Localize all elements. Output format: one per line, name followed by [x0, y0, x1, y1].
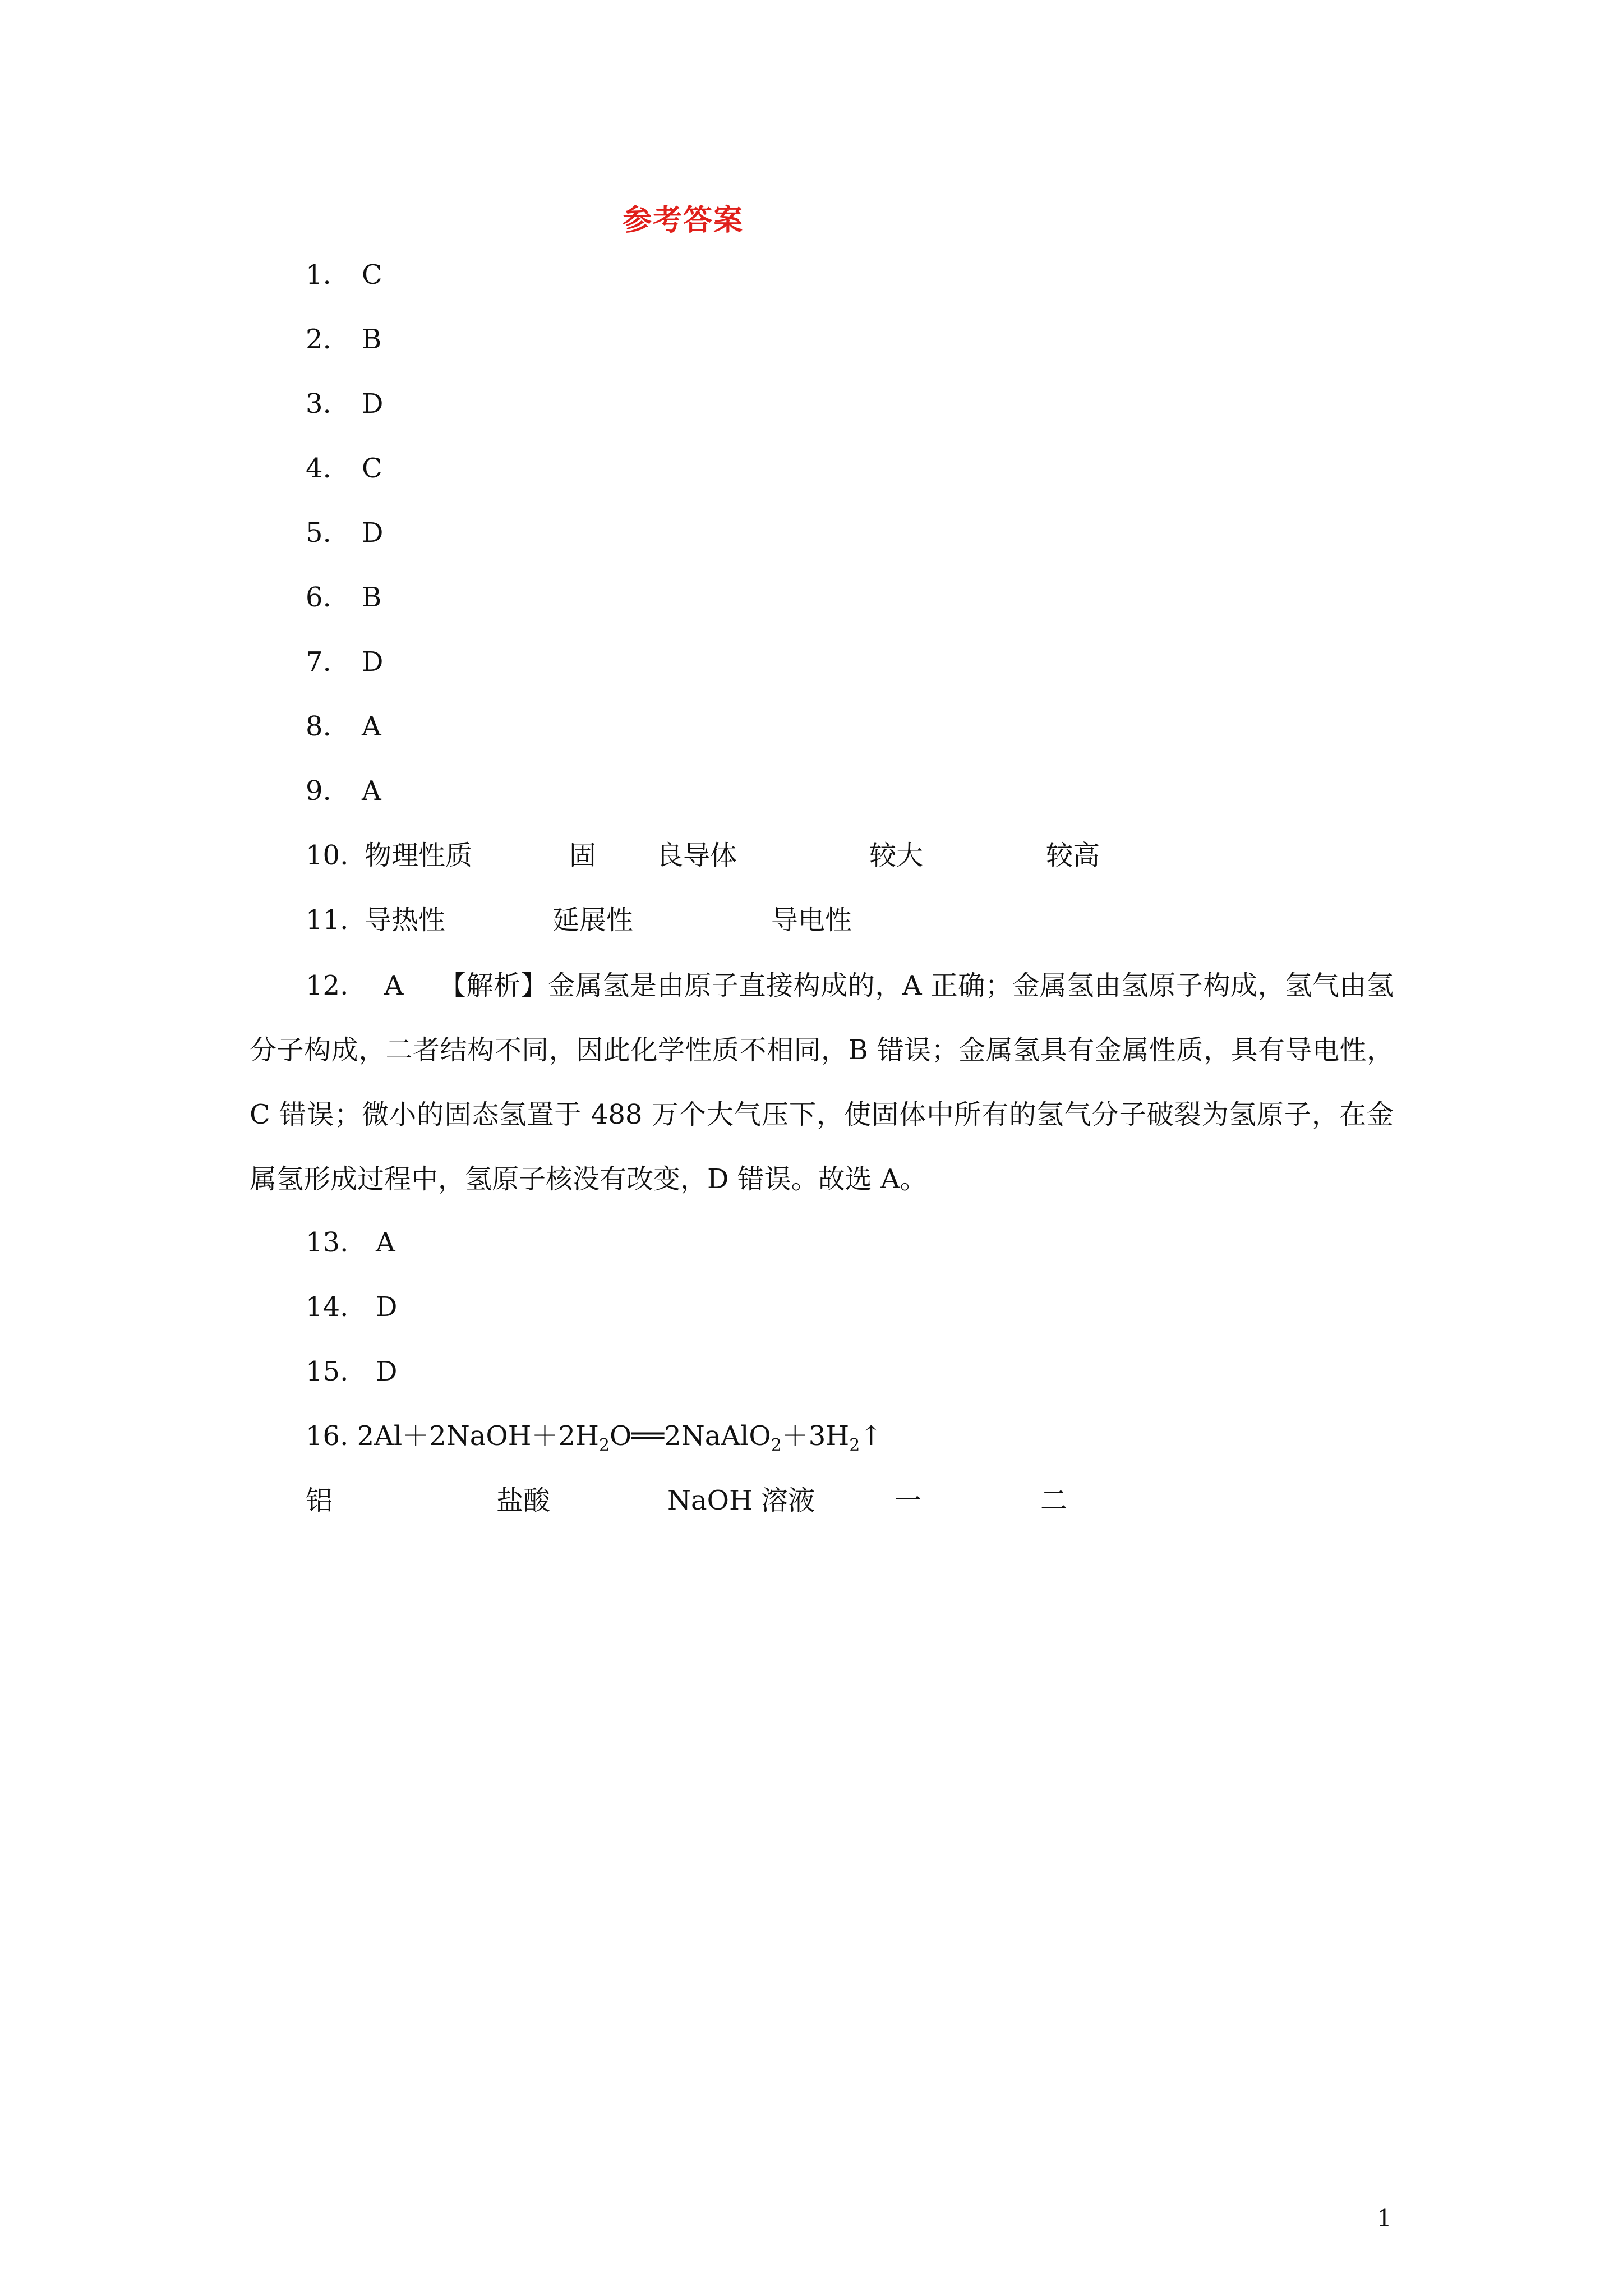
gas-arrow: ↑: [860, 1420, 883, 1452]
equation-text: ＋3H: [781, 1420, 850, 1452]
answer-line: [306, 774, 381, 808]
answer-value: C: [362, 259, 382, 291]
answer-line: [306, 581, 381, 614]
question-number: 16.: [306, 1420, 349, 1452]
explanation-text: 【解析】金属氢是由原子直接构成的，A 正确；金属氢由氢原子构成，氢气由氢分子构成，二者结构不同，因此化学性质不相同，B 错误；金属氢具有金属性质，具有导电性，C 错误；微小的固态氢置于 488 万个大气压下，使固体中所有的氢气分子破裂为氢原子，在金属氢形成过程中，氢原子核没有改变，D 错误。故选 A。: [250, 970, 1394, 1195]
question-number: 11.: [306, 904, 349, 936]
subscript: 2: [849, 1435, 860, 1455]
answer-value: A: [362, 711, 381, 742]
explanation-paragraph: [250, 954, 1394, 1212]
answer-line: [306, 258, 382, 292]
page-title: 参考答案: [623, 203, 744, 237]
question-number: 2.: [306, 324, 331, 355]
blank-answer: 盐酸: [496, 1485, 551, 1516]
blank-answer: NaOH 溶液: [667, 1485, 815, 1516]
question-number: 13.: [306, 1227, 349, 1258]
blank-answer: 导热性: [365, 904, 446, 936]
subscript: 2: [598, 1435, 610, 1455]
answer-value: D: [362, 646, 384, 678]
answer-value: C: [362, 453, 382, 484]
answer-line: [306, 645, 383, 679]
answer-line: [306, 1355, 397, 1388]
question-number: 15.: [306, 1356, 349, 1387]
question-number: 4.: [306, 453, 331, 484]
blank-answer: 物理性质: [365, 840, 473, 871]
answer-value: A: [362, 775, 381, 807]
question-number: 3.: [306, 388, 331, 420]
answer-line: [306, 387, 383, 421]
question-number: 1.: [306, 259, 331, 291]
answer-value: D: [376, 1356, 398, 1387]
answer-value: A: [376, 1227, 395, 1258]
equation-text: 2Al＋2NaOH＋2H: [357, 1420, 599, 1452]
question-number: 7.: [306, 646, 331, 678]
page-number: 1: [1377, 2205, 1392, 2232]
blank-answer: 较大: [869, 840, 924, 871]
question-number: 5.: [306, 517, 331, 549]
question-number: 6.: [306, 582, 331, 613]
answer-line: [306, 710, 381, 743]
blank-answer: 二: [1040, 1485, 1068, 1516]
chemical-equation: [357, 1420, 883, 1455]
blank-answer: 固: [569, 840, 597, 871]
answer-value: B: [362, 324, 382, 355]
question-number: 12.: [306, 970, 349, 1001]
answer-value: D: [362, 517, 384, 549]
question-number: 9.: [306, 775, 331, 807]
subscript: 2: [771, 1435, 782, 1455]
answer-value: D: [376, 1291, 398, 1323]
answer-line: [306, 1226, 395, 1259]
equation-text: O══2NaAlO: [610, 1420, 771, 1452]
blank-answer: 一: [895, 1485, 922, 1516]
answer-line: [306, 323, 381, 356]
answer-line-16: [306, 1419, 883, 1462]
answer-value: A: [384, 970, 404, 1001]
blank-answer: 较高: [1046, 840, 1100, 871]
blank-answer: 良导体: [656, 840, 737, 871]
answer-value: D: [362, 388, 384, 420]
answer-line: [306, 452, 382, 485]
blank-answer: 延展性: [552, 904, 634, 936]
question-number: 8.: [306, 711, 331, 742]
answer-value: B: [362, 582, 382, 613]
blank-answer: 导电性: [771, 904, 852, 936]
answer-line: [306, 1290, 397, 1324]
blank-answer: 铝: [306, 1485, 333, 1516]
question-number: 14.: [306, 1291, 349, 1323]
answer-line: [306, 516, 383, 550]
question-number: 10.: [306, 840, 349, 871]
